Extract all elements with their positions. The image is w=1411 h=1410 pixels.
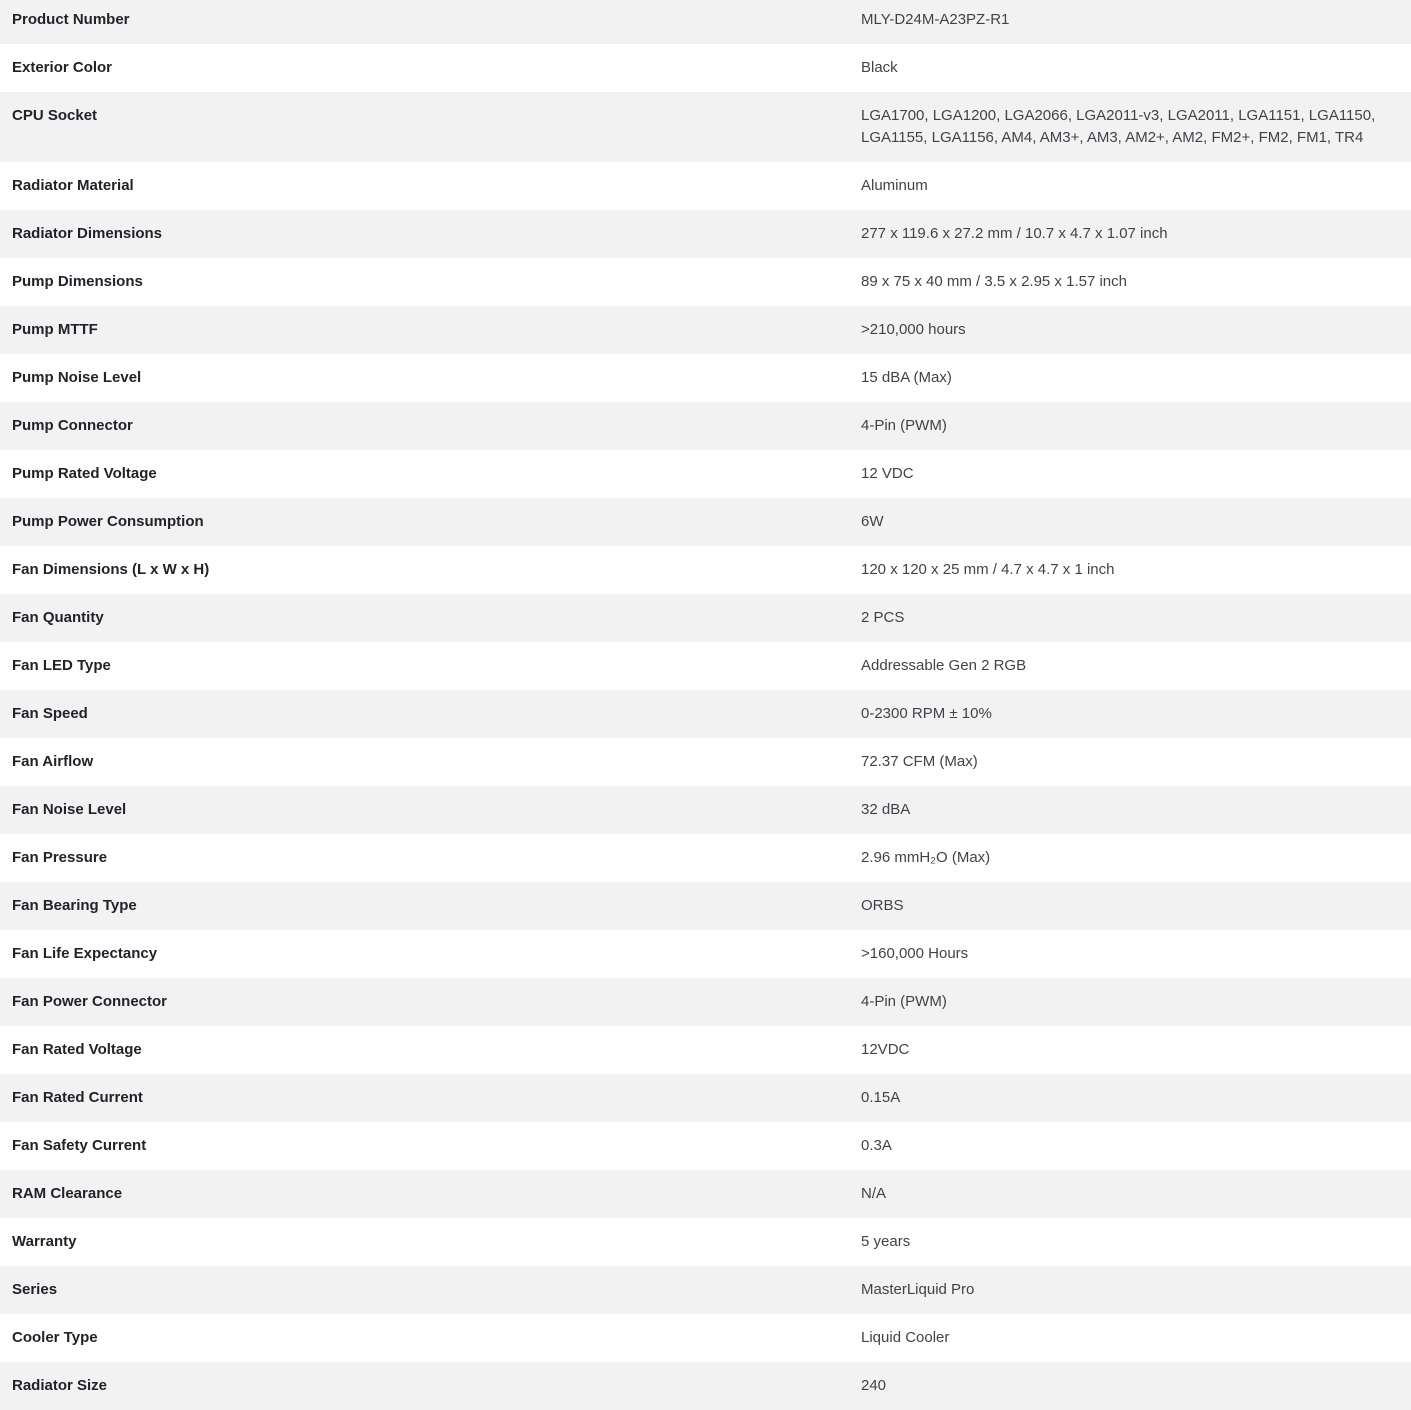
spec-label: Radiator Dimensions xyxy=(12,225,163,242)
spec-row xyxy=(0,642,1411,690)
spec-row xyxy=(0,162,1411,210)
spec-value: 2 PCS xyxy=(861,609,905,626)
spec-row xyxy=(0,882,1411,930)
spec-label: Fan Noise Level xyxy=(12,801,127,818)
spec-row xyxy=(0,1314,1411,1362)
spec-label: Radiator Material xyxy=(12,177,134,194)
spec-label: Product Number xyxy=(12,11,130,28)
spec-value: 4-Pin (PWM) xyxy=(861,993,947,1010)
spec-row xyxy=(0,1218,1411,1266)
spec-label: CPU Socket xyxy=(12,107,98,124)
spec-row xyxy=(0,1362,1411,1410)
spec-row xyxy=(0,306,1411,354)
spec-value: 12 VDC xyxy=(861,465,914,482)
spec-value: Addressable Gen 2 RGB xyxy=(861,657,1027,674)
spec-label: Pump Noise Level xyxy=(12,369,142,386)
spec-label: Pump Power Consumption xyxy=(12,513,204,530)
spec-label: Fan Safety Current xyxy=(12,1137,147,1154)
spec-value: >210,000 hours xyxy=(861,321,966,338)
spec-row xyxy=(0,354,1411,402)
spec-row xyxy=(0,690,1411,738)
spec-row xyxy=(0,258,1411,306)
spec-label: Fan Dimensions (L x W x H) xyxy=(12,561,210,578)
spec-value: Black xyxy=(861,59,898,76)
spec-value: 240 xyxy=(861,1377,887,1394)
spec-value: 0-2300 RPM ± 10% xyxy=(861,705,992,722)
spec-row xyxy=(0,1170,1411,1218)
spec-row xyxy=(0,498,1411,546)
spec-value: 0.15A xyxy=(861,1089,901,1106)
spec-value: 72.37 CFM (Max) xyxy=(861,753,978,770)
spec-label: Cooler Type xyxy=(12,1329,98,1346)
spec-label: Exterior Color xyxy=(12,59,113,76)
spec-label: Radiator Size xyxy=(12,1377,108,1394)
spec-value: 0.3A xyxy=(861,1137,892,1154)
spec-value: >160,000 Hours xyxy=(861,945,969,962)
spec-value: 89 x 75 x 40 mm / 3.5 x 2.95 x 1.57 inch xyxy=(861,273,1127,290)
spec-label: Fan Bearing Type xyxy=(12,897,137,914)
spec-label: RAM Clearance xyxy=(12,1185,123,1202)
spec-label: Fan Quantity xyxy=(12,609,104,626)
spec-row xyxy=(0,210,1411,258)
spec-row xyxy=(0,834,1411,882)
spec-row xyxy=(0,786,1411,834)
spec-value: N/A xyxy=(861,1185,887,1202)
spec-label: Fan Rated Voltage xyxy=(12,1041,142,1058)
spec-label: Fan Life Expectancy xyxy=(12,945,158,962)
spec-value: LGA1700, LGA1200, LGA2066, LGA2011-v3, LGA2011, LGA1151, LGA1150, LGA1155, LGA1156, AM4, AM3+, AM3, AM2+, AM2, FM2+, FM2, FM1, TR4 xyxy=(861,107,1376,146)
spec-value: 6W xyxy=(861,513,884,530)
spec-value: 12VDC xyxy=(861,1041,910,1058)
spec-value: 277 x 119.6 x 27.2 mm / 10.7 x 4.7 x 1.07 inch xyxy=(861,225,1168,242)
spec-row xyxy=(0,594,1411,642)
spec-row xyxy=(0,738,1411,786)
spec-label: Fan Rated Current xyxy=(12,1089,143,1106)
spec-value: 120 x 120 x 25 mm / 4.7 x 4.7 x 1 inch xyxy=(861,561,1115,578)
spec-value: MLY-D24M-A23PZ-R1 xyxy=(861,11,1010,28)
spec-row xyxy=(0,1074,1411,1122)
spec-row xyxy=(0,930,1411,978)
spec-row xyxy=(0,1122,1411,1170)
spec-label: Fan Speed xyxy=(12,705,88,722)
spec-row xyxy=(0,92,1411,162)
spec-row xyxy=(0,450,1411,498)
spec-value: 2.96 mmH₂O (Max) xyxy=(861,849,991,866)
spec-value: Aluminum xyxy=(861,177,928,194)
spec-row xyxy=(0,402,1411,450)
spec-label: Fan Pressure xyxy=(12,849,108,866)
spec-label: Fan Power Connector xyxy=(12,993,168,1010)
spec-label: Pump Rated Voltage xyxy=(12,465,157,482)
spec-row xyxy=(0,0,1411,44)
spec-label: Pump MTTF xyxy=(12,321,98,338)
spec-value: 15 dBA (Max) xyxy=(861,369,952,386)
spec-row xyxy=(0,1026,1411,1074)
spec-label: Pump Dimensions xyxy=(12,273,143,290)
spec-label: Fan LED Type xyxy=(12,657,111,674)
spec-value: ORBS xyxy=(861,897,904,914)
spec-value: 4-Pin (PWM) xyxy=(861,417,947,434)
spec-value: 32 dBA xyxy=(861,801,911,818)
spec-label: Series xyxy=(12,1281,58,1298)
spec-label: Warranty xyxy=(12,1233,77,1250)
spec-row xyxy=(0,1266,1411,1314)
spec-label: Pump Connector xyxy=(12,417,133,434)
spec-row xyxy=(0,44,1411,92)
spec-value: Liquid Cooler xyxy=(861,1329,950,1346)
spec-label: Fan Airflow xyxy=(12,753,94,770)
spec-row xyxy=(0,978,1411,1026)
spec-value: 5 years xyxy=(861,1233,911,1250)
spec-value: MasterLiquid Pro xyxy=(861,1281,975,1298)
spec-row xyxy=(0,546,1411,594)
